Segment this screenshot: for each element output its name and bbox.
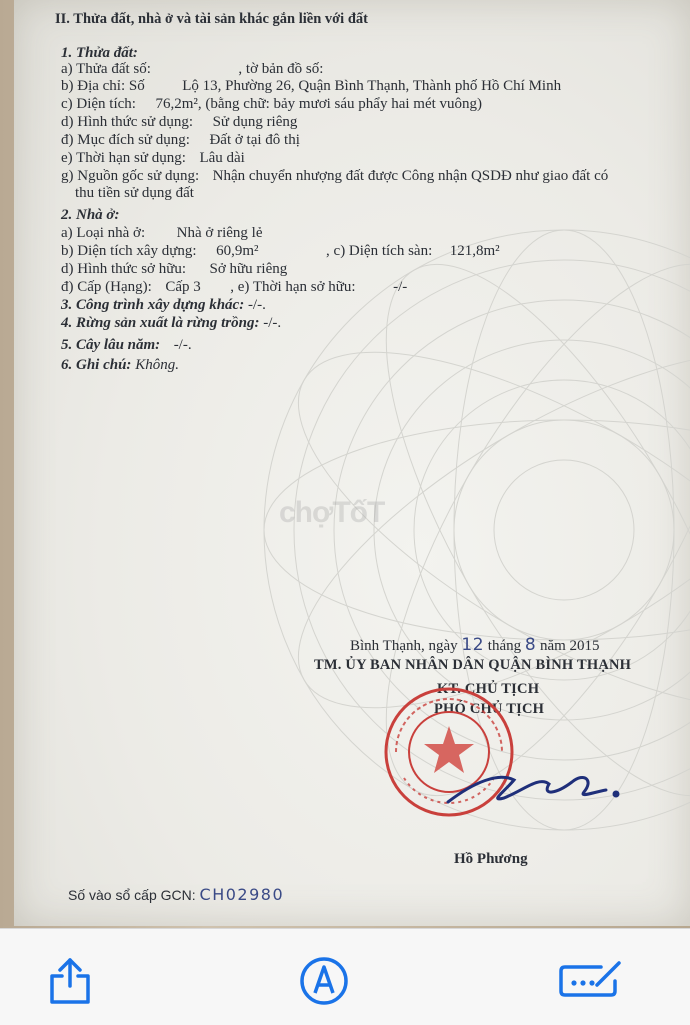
forest-row <box>61 314 281 332</box>
house-floor-area-value: 121,8m² <box>449 243 500 259</box>
perennial-value: -/-. <box>173 337 192 353</box>
land-parcel-value: , tờ bản đồ số: <box>238 61 324 77</box>
land-parcel-row <box>61 60 323 78</box>
land-origin-value-cont: thu tiền sử dụng đất <box>75 185 194 201</box>
land-usage-form-value: Sử dụng riêng <box>212 114 298 130</box>
register-number-label: Số vào sổ cấp GCN: <box>68 887 196 903</box>
authority-title: TM. ỦY BAN NHÂN DÂN QUẬN BÌNH THẠNH <box>314 657 632 673</box>
edit-icon <box>557 959 625 1003</box>
place-date-prefix: Bình Thạnh, ngày <box>350 638 458 654</box>
other-construction-value: -/-. <box>247 297 266 313</box>
house-term-label: , e) Thời hạn sở hữu: <box>230 279 356 295</box>
forest-value: -/-. <box>263 315 282 331</box>
land-area-label: c) Diện tích: <box>61 96 136 112</box>
markup-icon <box>298 955 350 1007</box>
house-ownership-row <box>61 260 287 278</box>
land-term-row <box>61 149 245 167</box>
house-type-row <box>61 224 262 242</box>
other-construction-label: 3. Công trình xây dựng khác: <box>61 297 245 313</box>
month-value: 8 <box>524 635 537 655</box>
edit-button[interactable] <box>556 955 626 1007</box>
land-origin-label: g) Nguồn gốc sử dụng: <box>61 168 200 184</box>
register-number-row <box>68 886 284 904</box>
note-label: 6. Ghi chú: <box>61 357 132 373</box>
house-build-area-value: 60,9m² <box>216 243 259 259</box>
note-row <box>61 356 179 374</box>
place-date <box>350 636 600 655</box>
perennial-row <box>61 336 192 354</box>
forest-label: 4. Rừng sản xuất là rừng trồng: <box>61 315 260 331</box>
land-usage-form-row <box>61 113 297 131</box>
signer-name: Hồ Phương <box>454 851 528 867</box>
land-parcel-label: a) Thửa đất số: <box>61 61 151 77</box>
land-origin-value: Nhận chuyển nhượng đất được Công nhận QSDĐ như giao đất có <box>212 168 609 184</box>
land-origin-row <box>61 167 608 185</box>
house-area-row <box>61 242 500 260</box>
house-term-value: -/- <box>393 279 408 295</box>
house-type-value: Nhà ở riêng lẻ <box>176 225 263 241</box>
house-heading: 2. Nhà ở: <box>61 207 120 223</box>
role-line-1: KT. CHỦ TỊCH <box>437 681 540 697</box>
register-number-value: CH02980 <box>199 885 285 904</box>
land-term-value: Lâu dài <box>199 150 245 166</box>
land-area-value: 76,2m², (bằng chữ: bảy mươi sáu phẩy hai mét vuông) <box>155 96 483 112</box>
house-grade-row <box>61 278 407 296</box>
house-ownership-label: d) Hình thức sở hữu: <box>61 261 187 277</box>
house-floor-area-label: , c) Diện tích sàn: <box>326 243 433 259</box>
house-ownership-value: Sở hữu riêng <box>209 261 288 277</box>
land-area-row <box>61 95 482 113</box>
month-prefix: tháng <box>487 638 522 654</box>
note-value: Không. <box>135 357 179 373</box>
role-line-2: PHÓ CHỦ TỊCH <box>434 701 545 717</box>
year-text: năm 2015 <box>539 638 600 654</box>
bottom-toolbar <box>0 928 690 1025</box>
land-address-label: b) Địa chỉ: Số <box>61 78 145 94</box>
house-type-label: a) Loại nhà ở: <box>61 225 146 241</box>
handwritten-signature <box>444 762 634 812</box>
watermark-logo: chợTốT <box>279 496 385 529</box>
house-grade-label: đ) Cấp (Hạng): <box>61 279 152 295</box>
day-value: 12 <box>461 635 485 655</box>
land-address-row <box>61 77 561 95</box>
land-purpose-row <box>61 131 300 149</box>
house-grade-value: Cấp 3 <box>165 279 201 295</box>
share-button[interactable] <box>44 955 96 1007</box>
house-build-area-label: b) Diện tích xây dựng: <box>61 243 197 259</box>
land-purpose-value: Đất ở tại đô thị <box>209 132 300 148</box>
other-construction-row <box>61 296 266 314</box>
section-title: II. Thửa đất, nhà ở và tài sản khác gắn liền với đất <box>55 11 368 27</box>
land-purpose-label: đ) Mục đích sử dụng: <box>61 132 190 148</box>
land-heading: 1. Thửa đất: <box>61 45 138 61</box>
land-usage-form-label: d) Hình thức sử dụng: <box>61 114 194 130</box>
certificate-page <box>14 0 690 926</box>
land-address-value: Lộ 13, Phường 26, Quận Bình Thạnh, Thành phố Hồ Chí Minh <box>182 78 562 94</box>
markup-button[interactable] <box>298 955 350 1007</box>
land-term-label: e) Thời hạn sử dụng: <box>61 150 186 166</box>
perennial-label: 5. Cây lâu năm: <box>61 337 161 353</box>
share-icon <box>46 956 94 1006</box>
